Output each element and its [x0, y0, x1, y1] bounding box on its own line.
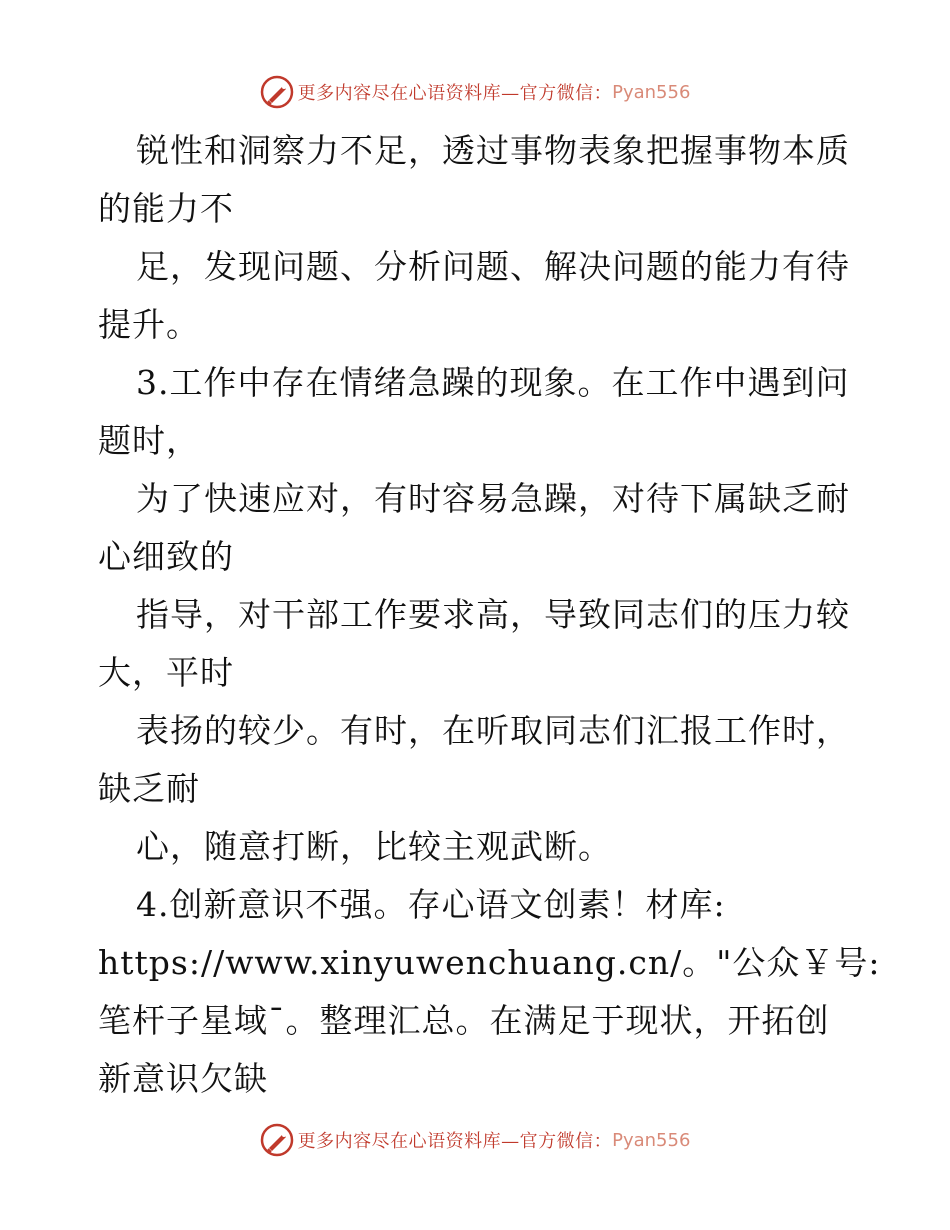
text-line: 题时， [98, 421, 200, 460]
footer-banner-text: 更多内容尽在心语资料库—官方微信： [297, 1131, 613, 1152]
pen-nib-seal-icon [260, 75, 294, 109]
text-line: 笔杆子星域¯。整理汇总。在满足于现状，开拓创 [98, 1001, 830, 1040]
text-line: 缺乏耐 [98, 769, 200, 808]
text-line: 新意识欠缺 [98, 1059, 268, 1098]
body-text [98, 122, 881, 1108]
text-line: 心细致的 [98, 537, 234, 576]
text-line: 心，随意打断，比较主观武断。 [136, 827, 612, 866]
text-line: 的能力不 [98, 189, 234, 228]
footer-banner [0, 1120, 950, 1160]
text-line: https://www.xinyuwenchuang.cn/。"公众￥号: [98, 943, 881, 982]
text-line: 为了快速应对，有时容易急躁，对待下属缺乏耐 [136, 479, 850, 518]
footer-wechat-id: Pyan556 [612, 1129, 691, 1151]
text-line: 表扬的较少。有时，在听取同志们汇报工作时， [136, 711, 850, 750]
text-line: 3.工作中存在情绪急躁的现象。在工作中遇到问 [136, 363, 850, 402]
pen-nib-seal-icon [260, 1123, 294, 1157]
text-line: 大，平时 [98, 653, 234, 692]
header-banner [0, 72, 950, 112]
text-line: 提升。 [98, 305, 200, 344]
header-banner-text: 更多内容尽在心语资料库—官方微信： [297, 83, 613, 104]
header-wechat-id: Pyan556 [612, 81, 691, 103]
text-line: 足，发现问题、分析问题、解决问题的能力有待 [136, 247, 850, 286]
text-line: 指导，对干部工作要求高，导致同志们的压力较 [136, 595, 850, 634]
text-line: 锐性和洞察力不足，透过事物表象把握事物本质 [136, 131, 850, 170]
text-line: 4.创新意识不强。存心语文创素！材库: [136, 885, 726, 924]
